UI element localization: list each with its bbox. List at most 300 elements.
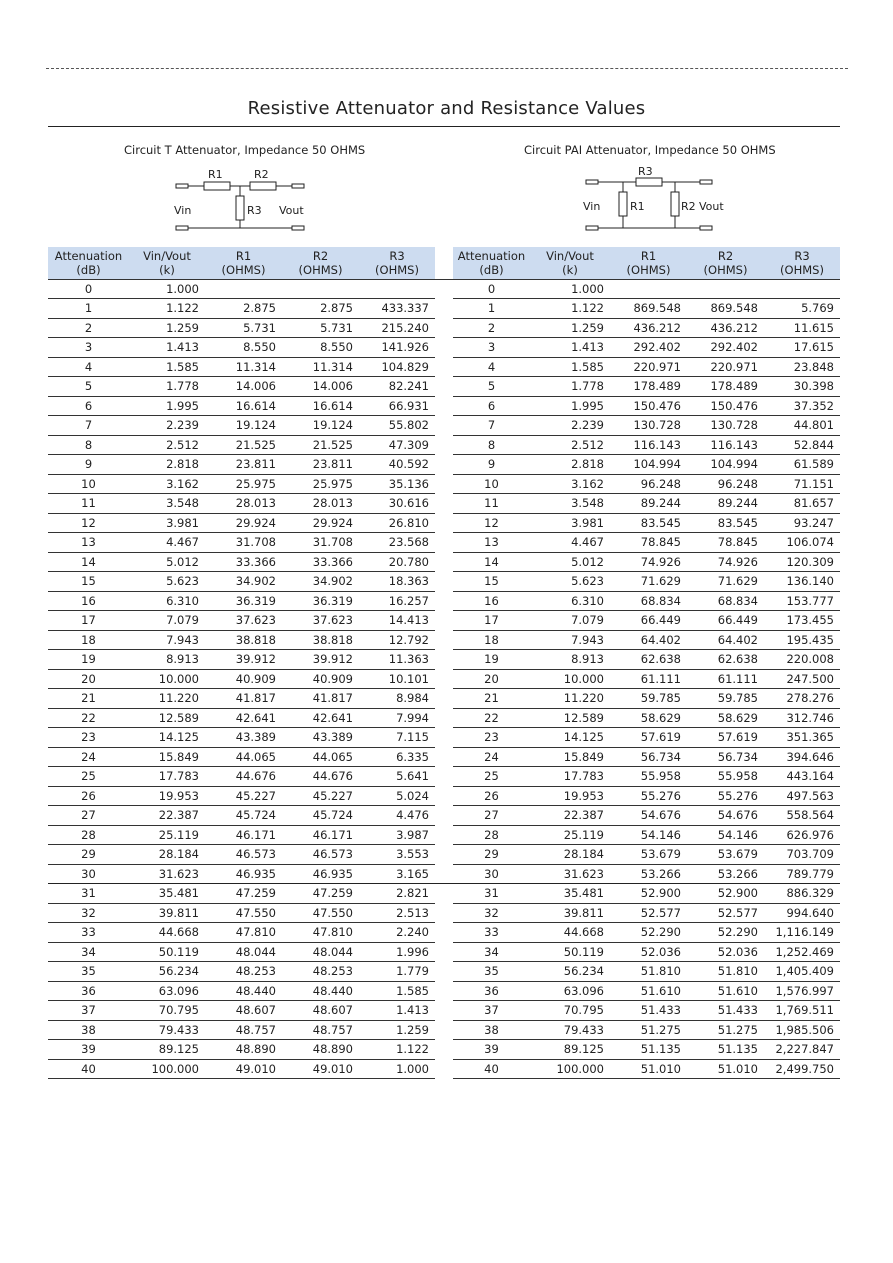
t-cell: 44.676 (205, 767, 282, 787)
pi-cell: 220.008 (764, 650, 840, 670)
column-gap (435, 494, 453, 514)
t-cell: 49.010 (205, 1059, 282, 1079)
pi-cell: 1.000 (530, 280, 610, 299)
t-cell: 13 (48, 533, 129, 553)
pi-cell: 89.244 (610, 494, 687, 514)
pi-cell: 55.276 (610, 786, 687, 806)
pi-cell: 4.467 (530, 533, 610, 553)
t-cell: 41.817 (282, 689, 359, 709)
t-r3-label: R3 (247, 204, 262, 217)
t-cell: 1.585 (129, 357, 205, 377)
t-cell: 7.943 (129, 630, 205, 650)
t-cell: 1.995 (129, 396, 205, 416)
pi-cell: 24 (453, 747, 530, 767)
pi-cell: 37.352 (764, 396, 840, 416)
t-cell: 12.792 (359, 630, 435, 650)
t-vout-label: Vout (279, 204, 304, 217)
t-cell: 2.875 (205, 299, 282, 319)
pi-cell: 62.638 (687, 650, 764, 670)
pi-cell: 17.783 (530, 767, 610, 787)
t-cell: 1.413 (129, 338, 205, 358)
pi-cell: 130.728 (610, 416, 687, 436)
column-gap (435, 806, 453, 826)
pi-cell: 2 (453, 318, 530, 338)
column-gap (435, 650, 453, 670)
pi-cell: 436.212 (610, 318, 687, 338)
t-cell: 1.259 (359, 1020, 435, 1040)
pi-cell: 150.476 (610, 396, 687, 416)
t-r1-label: R1 (208, 168, 223, 181)
pi-cell: 52.036 (687, 942, 764, 962)
column-gap (435, 552, 453, 572)
t-cell: 141.926 (359, 338, 435, 358)
t-cell: 48.607 (205, 1001, 282, 1021)
pi-cell: 28 (453, 825, 530, 845)
t-cell: 1.585 (359, 981, 435, 1001)
pi-cell: 8 (453, 435, 530, 455)
t-cell: 15.849 (129, 747, 205, 767)
t-cell: 66.931 (359, 396, 435, 416)
table-row (48, 806, 840, 826)
t-cell: 33 (48, 923, 129, 943)
t-cell: 35.136 (359, 474, 435, 494)
pi-cell: 13 (453, 533, 530, 553)
t-cell: 30.616 (359, 494, 435, 514)
column-gap (435, 728, 453, 748)
pi-cell: 1,769.511 (764, 1001, 840, 1021)
pi-cell: 20 (453, 669, 530, 689)
pi-r1-label: R1 (630, 200, 645, 213)
pi-cell: 443.164 (764, 767, 840, 787)
t-cell: 40 (48, 1059, 129, 1079)
t-cell (359, 280, 435, 299)
pi-cell: 58.629 (687, 708, 764, 728)
t-cell: 215.240 (359, 318, 435, 338)
t-cell: 1.413 (359, 1001, 435, 1021)
t-cell: 42.641 (282, 708, 359, 728)
column-gap (435, 786, 453, 806)
pi-cell: 5.012 (530, 552, 610, 572)
t-cell: 1.778 (129, 377, 205, 397)
t-cell: 14.006 (205, 377, 282, 397)
pi-cell: 89.244 (687, 494, 764, 514)
column-gap (435, 669, 453, 689)
t-cell: 5.641 (359, 767, 435, 787)
t-cell: 25.119 (129, 825, 205, 845)
pi-cell: 71.629 (610, 572, 687, 592)
t-cell: 11.363 (359, 650, 435, 670)
t-cell: 48.757 (205, 1020, 282, 1040)
pi-cell: 17.615 (764, 338, 840, 358)
t-cell: 35 (48, 962, 129, 982)
column-gap (435, 689, 453, 709)
pi-cell: 63.096 (530, 981, 610, 1001)
pi-header-r2: R2 (OHMS) (687, 247, 764, 280)
pi-cell: 3.162 (530, 474, 610, 494)
t-cell: 47.309 (359, 435, 435, 455)
t-cell: 43.389 (282, 728, 359, 748)
pi-cell: 11 (453, 494, 530, 514)
table-row (48, 864, 840, 884)
t-cell: 15 (48, 572, 129, 592)
t-cell: 1.259 (129, 318, 205, 338)
t-cell: 29.924 (282, 513, 359, 533)
t-cell: 89.125 (129, 1040, 205, 1060)
pi-cell: 3 (453, 338, 530, 358)
t-cell: 31.708 (205, 533, 282, 553)
t-cell: 5.623 (129, 572, 205, 592)
pi-cell: 51.810 (687, 962, 764, 982)
t-cell: 10.000 (129, 669, 205, 689)
pi-cell: 55.276 (687, 786, 764, 806)
pi-cell: 83.545 (687, 513, 764, 533)
pi-cell: 52.844 (764, 435, 840, 455)
pi-cell: 62.638 (610, 650, 687, 670)
t-r2-label: R2 (254, 168, 269, 181)
t-cell: 8.913 (129, 650, 205, 670)
pi-cell: 36 (453, 981, 530, 1001)
pi-cell: 351.365 (764, 728, 840, 748)
pi-cell: 11.220 (530, 689, 610, 709)
t-cell: 0 (48, 280, 129, 299)
pi-cell: 51.610 (610, 981, 687, 1001)
pi-cell: 74.926 (687, 552, 764, 572)
pi-cell: 1 (453, 299, 530, 319)
column-gap (435, 845, 453, 865)
t-cell: 79.433 (129, 1020, 205, 1040)
t-cell: 36.319 (282, 591, 359, 611)
pi-cell: 247.500 (764, 669, 840, 689)
pi-cell: 66.449 (687, 611, 764, 631)
pi-cell: 39.811 (530, 903, 610, 923)
pi-cell: 5.623 (530, 572, 610, 592)
t-cell: 4 (48, 357, 129, 377)
t-cell: 26 (48, 786, 129, 806)
pi-cell: 10 (453, 474, 530, 494)
column-gap (435, 767, 453, 787)
table-header-row (48, 247, 840, 280)
t-cell: 38.818 (282, 630, 359, 650)
t-cell: 48.890 (205, 1040, 282, 1060)
t-cell: 41.817 (205, 689, 282, 709)
pi-cell: 53.679 (687, 845, 764, 865)
pi-cell: 55.958 (610, 767, 687, 787)
pi-cell: 886.329 (764, 884, 840, 904)
pi-r1-resistor (619, 192, 627, 216)
t-cell (282, 280, 359, 299)
t-cell: 4.476 (359, 806, 435, 826)
t-cell: 16 (48, 591, 129, 611)
pi-cell: 59.785 (687, 689, 764, 709)
t-cell: 70.795 (129, 1001, 205, 1021)
t-cell: 38.818 (205, 630, 282, 650)
t-cell: 14.413 (359, 611, 435, 631)
pi-cell: 25.119 (530, 825, 610, 845)
pi-cell: 0 (453, 280, 530, 299)
pi-cell: 61.589 (764, 455, 840, 475)
t-cell: 26.810 (359, 513, 435, 533)
t-cell: 1.996 (359, 942, 435, 962)
t-cell: 14.125 (129, 728, 205, 748)
t-cell: 14 (48, 552, 129, 572)
table-row (48, 923, 840, 943)
pi-cell: 59.785 (610, 689, 687, 709)
t-cell: 40.909 (205, 669, 282, 689)
t-cell: 19.124 (205, 416, 282, 436)
pi-cell: 30 (453, 864, 530, 884)
table-row (48, 513, 840, 533)
table-row (48, 474, 840, 494)
pi-cell: 35 (453, 962, 530, 982)
pi-cell: 1,116.149 (764, 923, 840, 943)
t-cell: 24 (48, 747, 129, 767)
pi-cell: 32 (453, 903, 530, 923)
pi-cell: 52.290 (687, 923, 764, 943)
column-gap (435, 611, 453, 631)
column-gap (435, 825, 453, 845)
t-cell: 23.811 (282, 455, 359, 475)
pi-cell: 120.309 (764, 552, 840, 572)
pi-cell: 436.212 (687, 318, 764, 338)
t-r1-resistor (204, 182, 230, 190)
pi-cell: 116.143 (610, 435, 687, 455)
column-gap (435, 884, 453, 904)
t-cell: 31 (48, 884, 129, 904)
t-cell: 3.981 (129, 513, 205, 533)
table-row (48, 435, 840, 455)
pi-cell: 22 (453, 708, 530, 728)
pi-cell: 44.801 (764, 416, 840, 436)
table-row (48, 416, 840, 436)
top-dashed-rule (46, 68, 848, 69)
table-row (48, 884, 840, 904)
t-cell: 33.366 (205, 552, 282, 572)
pi-cell: 2,499.750 (764, 1059, 840, 1079)
t-cell: 17 (48, 611, 129, 631)
column-gap (435, 864, 453, 884)
pi-cell: 31.623 (530, 864, 610, 884)
t-cell: 30 (48, 864, 129, 884)
pi-cell: 58.629 (610, 708, 687, 728)
t-cell: 40.592 (359, 455, 435, 475)
pi-cell: 626.976 (764, 825, 840, 845)
t-cell: 32 (48, 903, 129, 923)
pi-cell: 78.845 (610, 533, 687, 553)
column-gap (435, 572, 453, 592)
pi-cell: 15.849 (530, 747, 610, 767)
pi-cell: 136.140 (764, 572, 840, 592)
t-cell: 19.953 (129, 786, 205, 806)
pi-cell: 35.481 (530, 884, 610, 904)
pi-cell: 1.778 (530, 377, 610, 397)
pi-cell: 89.125 (530, 1040, 610, 1060)
table-row (48, 845, 840, 865)
t-cell: 12 (48, 513, 129, 533)
table-row (48, 942, 840, 962)
pi-cell: 54.676 (610, 806, 687, 826)
pi-cell: 25 (453, 767, 530, 787)
pi-cell: 26 (453, 786, 530, 806)
t-cell: 11.220 (129, 689, 205, 709)
t-cell: 3.165 (359, 864, 435, 884)
pi-cell: 51.433 (687, 1001, 764, 1021)
pi-cell: 3.981 (530, 513, 610, 533)
pi-cell: 93.247 (764, 513, 840, 533)
table-row (48, 630, 840, 650)
pi-cell: 1,576.997 (764, 981, 840, 1001)
t-r2-resistor (250, 182, 276, 190)
pi-cell: 7 (453, 416, 530, 436)
t-cell: 45.227 (205, 786, 282, 806)
table-row (48, 552, 840, 572)
pi-header-r3: R3 (OHMS) (764, 247, 840, 280)
pi-cell: 16 (453, 591, 530, 611)
pi-r2-label: R2 (681, 200, 696, 213)
table-row (48, 1020, 840, 1040)
t-cell: 5 (48, 377, 129, 397)
column-gap (435, 377, 453, 397)
t-cell: 45.724 (282, 806, 359, 826)
pi-cell: 104.994 (610, 455, 687, 475)
column-gap (435, 299, 453, 319)
pi-cell: 56.234 (530, 962, 610, 982)
pi-cell: 6.310 (530, 591, 610, 611)
table-row (48, 280, 840, 299)
pi-cell: 51.135 (610, 1040, 687, 1060)
t-cell: 28.013 (205, 494, 282, 514)
column-gap (435, 396, 453, 416)
pi-cell: 8.913 (530, 650, 610, 670)
pi-header-vinvout: Vin/Vout (k) (530, 247, 610, 280)
t-cell: 22 (48, 708, 129, 728)
t-cell: 48.757 (282, 1020, 359, 1040)
t-cell: 18.363 (359, 572, 435, 592)
pi-cell: 1.122 (530, 299, 610, 319)
t-cell: 44.065 (205, 747, 282, 767)
table-row (48, 357, 840, 377)
table-row (48, 903, 840, 923)
pi-cell: 51.433 (610, 1001, 687, 1021)
t-cell: 31.708 (282, 533, 359, 553)
t-cell: 63.096 (129, 981, 205, 1001)
pi-cell: 53.679 (610, 845, 687, 865)
pi-cell: 23 (453, 728, 530, 748)
pi-cell: 51.010 (610, 1059, 687, 1079)
column-gap (435, 962, 453, 982)
pi-r2-resistor (671, 192, 679, 216)
pi-cell: 68.834 (610, 591, 687, 611)
t-cell: 6 (48, 396, 129, 416)
t-cell: 48.044 (205, 942, 282, 962)
t-cell: 3.548 (129, 494, 205, 514)
t-cell: 48.253 (205, 962, 282, 982)
pi-cell: 130.728 (687, 416, 764, 436)
pi-cell: 5 (453, 377, 530, 397)
pi-cell: 51.275 (610, 1020, 687, 1040)
t-cell: 39.811 (129, 903, 205, 923)
pi-cell: 74.926 (610, 552, 687, 572)
pi-cell: 51.810 (610, 962, 687, 982)
t-cell: 11.314 (282, 357, 359, 377)
table-row (48, 728, 840, 748)
t-cell: 46.171 (205, 825, 282, 845)
t-cell: 1.000 (359, 1059, 435, 1079)
column-gap (435, 1040, 453, 1060)
pi-cell: 52.577 (610, 903, 687, 923)
t-cell: 37.623 (205, 611, 282, 631)
column-gap (435, 747, 453, 767)
pi-cell: 54.146 (687, 825, 764, 845)
t-cell: 38 (48, 1020, 129, 1040)
column-gap (435, 435, 453, 455)
t-cell: 3.987 (359, 825, 435, 845)
table-row (48, 1040, 840, 1060)
table-row (48, 708, 840, 728)
pi-cell: 37 (453, 1001, 530, 1021)
t-cell: 1 (48, 299, 129, 319)
t-cell: 45.227 (282, 786, 359, 806)
page-title: Resistive Attenuator and Resistance Values (247, 98, 646, 119)
attenuator-table (48, 247, 840, 1079)
pi-cell: 2.239 (530, 416, 610, 436)
t-cell: 47.810 (205, 923, 282, 943)
column-gap (435, 318, 453, 338)
t-cell: 46.935 (282, 864, 359, 884)
pi-cell: 40 (453, 1059, 530, 1079)
pi-cell: 1.585 (530, 357, 610, 377)
column-gap (435, 357, 453, 377)
t-cell: 28.184 (129, 845, 205, 865)
pi-cell: 27 (453, 806, 530, 826)
pi-cell: 52.036 (610, 942, 687, 962)
table-row (48, 689, 840, 709)
t-cell: 21.525 (282, 435, 359, 455)
table-row (48, 786, 840, 806)
t-cell: 1.779 (359, 962, 435, 982)
t-cell: 17.783 (129, 767, 205, 787)
t-cell: 39 (48, 1040, 129, 1060)
t-cell: 2 (48, 318, 129, 338)
pi-cell: 38 (453, 1020, 530, 1040)
pi-cell: 54.676 (687, 806, 764, 826)
t-cell: 43.389 (205, 728, 282, 748)
pi-cell: 96.248 (610, 474, 687, 494)
table-row (48, 396, 840, 416)
pi-cell (687, 280, 764, 299)
t-cell: 2.821 (359, 884, 435, 904)
pi-cell: 178.489 (610, 377, 687, 397)
t-cell: 82.241 (359, 377, 435, 397)
t-cell: 19.124 (282, 416, 359, 436)
pi-cell: 53.266 (687, 864, 764, 884)
t-cell: 5.024 (359, 786, 435, 806)
pi-cell: 53.266 (610, 864, 687, 884)
table-row (48, 494, 840, 514)
pi-cell: 869.548 (687, 299, 764, 319)
pi-cell: 5.769 (764, 299, 840, 319)
t-cell: 28.013 (282, 494, 359, 514)
t-cell: 39.912 (205, 650, 282, 670)
pi-cell: 51.275 (687, 1020, 764, 1040)
t-cell: 8 (48, 435, 129, 455)
pi-vin-label: Vin (583, 200, 601, 213)
pi-cell: 39 (453, 1040, 530, 1060)
t-attenuator-diagram (170, 162, 310, 237)
t-cell (205, 280, 282, 299)
table-row (48, 962, 840, 982)
pi-cell: 44.668 (530, 923, 610, 943)
t-cell: 12.589 (129, 708, 205, 728)
